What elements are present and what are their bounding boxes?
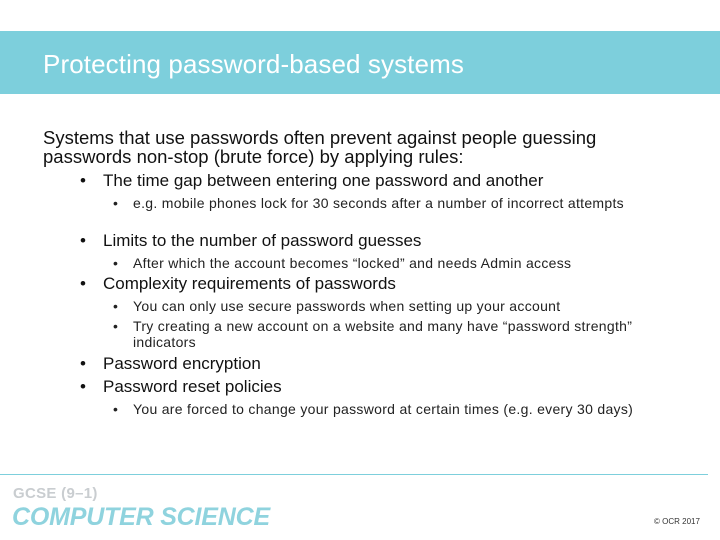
rule-text: Limits to the number of password guesses (103, 231, 422, 250)
logo-subject-label: COMPUTER SCIENCE (12, 503, 270, 531)
rule-text: Password encryption (103, 354, 261, 373)
rule-detail-text: Try creating a new account on a website and many have “password strength” indicators (133, 318, 633, 350)
footer-divider (0, 474, 708, 475)
rule-text: Password reset policies (103, 377, 282, 396)
copyright-text: © OCR 2017 (654, 517, 700, 526)
intro-text: Systems that use passwords often prevent against people guessing passwords non-stop (brute force) by applying rules: (43, 127, 597, 167)
sub-bullet-icon: • (113, 298, 119, 314)
sub-bullet-icon: • (113, 195, 119, 211)
rule-text: The time gap between entering one password and another (103, 171, 544, 190)
bullet-icon: • (80, 171, 86, 190)
sub-bullet-icon: • (113, 401, 119, 417)
bullet-icon: • (80, 377, 86, 396)
rule-detail-text: After which the account becomes “locked” and needs Admin access (133, 255, 572, 271)
rule-detail-text: You can only use secure passwords when setting up your account (133, 298, 561, 314)
rule-detail-text: e.g. mobile phones lock for 30 seconds after a number of incorrect attempts (133, 195, 624, 211)
logo-course-label: GCSE (9–1) (13, 485, 98, 502)
rule-text: Complexity requirements of passwords (103, 274, 396, 293)
rule-detail-text: You are forced to change your password at certain times (e.g. every 30 days) (133, 401, 634, 417)
bullet-icon: • (80, 231, 86, 250)
bullet-icon: • (80, 354, 86, 373)
sub-bullet-icon: • (113, 318, 119, 334)
bullet-icon: • (80, 274, 86, 293)
slide-title: Protecting password-based systems (43, 49, 464, 79)
sub-bullet-icon: • (113, 255, 119, 271)
